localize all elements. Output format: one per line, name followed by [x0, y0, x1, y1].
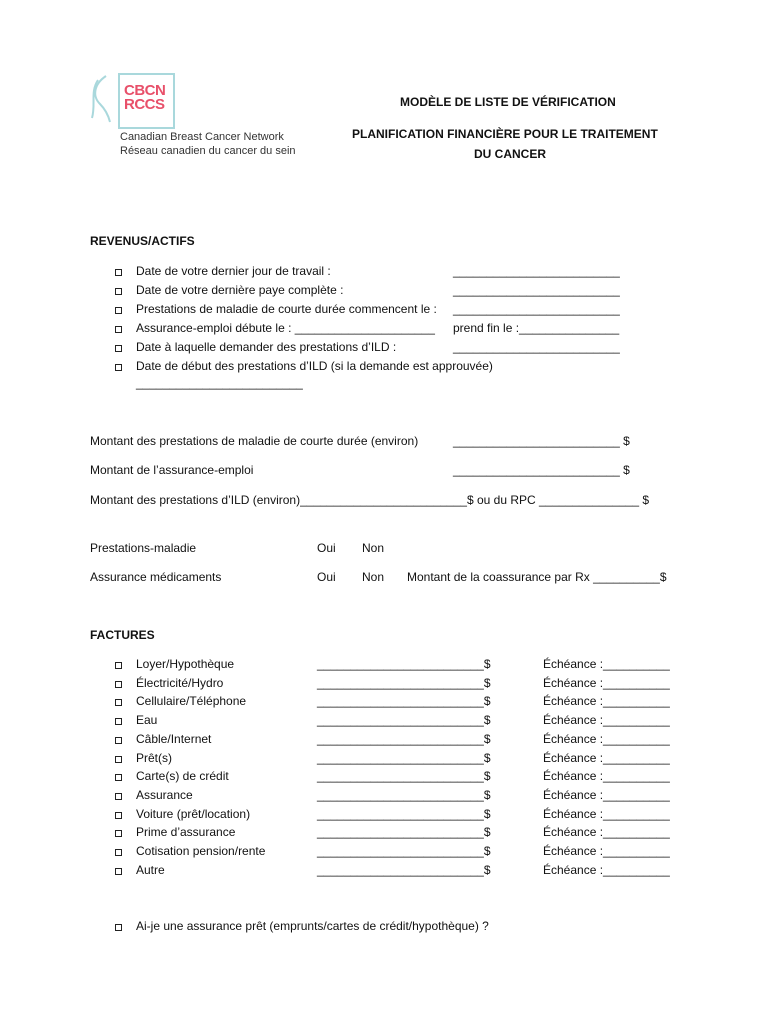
- revenus-item-field[interactable]: _________________________: [453, 283, 620, 297]
- revenus-item-label: Date à laquelle demander des prestations d’ILD :: [136, 340, 397, 354]
- revenus-item-field[interactable]: _________________________: [453, 264, 620, 278]
- logo-abbreviation: CBCN RCCS: [124, 82, 166, 113]
- facture-due-field[interactable]: Échéance :__________: [543, 657, 670, 671]
- assurance-oui-option[interactable]: Oui: [317, 570, 336, 584]
- facture-due-field[interactable]: Échéance :__________: [543, 751, 670, 765]
- revenus-item-label: Assurance-emploi débute le : _____________________: [136, 321, 435, 335]
- revenus-extra-line: _________________________: [136, 376, 303, 390]
- page-subtitle-line1: PLANIFICATION FINANCIÈRE POUR LE TRAITEMENT: [352, 127, 658, 141]
- revenus-checkbox[interactable]: [115, 307, 122, 314]
- question-text: Ai-je une assurance prêt (emprunts/cartes de crédit/hypothèque) ?: [136, 919, 489, 933]
- facture-due-field[interactable]: Échéance :__________: [543, 694, 670, 708]
- facture-checkbox[interactable]: [115, 849, 122, 856]
- facture-item-label: Autre: [136, 863, 165, 877]
- montant-cd-label: Montant des prestations de maladie de courte durée (environ): [90, 434, 419, 448]
- facture-amount-field[interactable]: _________________________$: [317, 844, 491, 858]
- revenus-checkbox[interactable]: [115, 269, 122, 276]
- montant-ae-label: Montant de l’assurance-emploi: [90, 463, 254, 477]
- facture-due-field[interactable]: Échéance :__________: [543, 825, 670, 839]
- montant-ild-row[interactable]: Montant des prestations d’ILD (environ)_________________________$ ou du RPC _______________ $: [90, 493, 650, 507]
- revenus-item-field[interactable]: _________________________: [453, 302, 620, 316]
- facture-amount-field[interactable]: _________________________$: [317, 807, 491, 821]
- facture-amount-field[interactable]: _________________________$: [317, 694, 491, 708]
- question-checkbox[interactable]: [115, 924, 122, 931]
- facture-item-label: Cotisation pension/rente: [136, 844, 266, 858]
- facture-item-label: Loyer/Hypothèque: [136, 657, 235, 671]
- ribbon-icon: [86, 74, 116, 124]
- facture-item-label: Câble/Internet: [136, 732, 212, 746]
- facture-checkbox[interactable]: [115, 699, 122, 706]
- revenus-checkbox[interactable]: [115, 364, 122, 371]
- facture-item-label: Prime d’assurance: [136, 825, 236, 839]
- facture-due-field[interactable]: Échéance :__________: [543, 732, 670, 746]
- revenus-item-field[interactable]: prend fin le :_______________: [453, 321, 620, 335]
- revenus-item-label: Prestations de maladie de courte durée commencent le :: [136, 302, 437, 316]
- facture-amount-field[interactable]: _________________________$: [317, 788, 491, 802]
- prestations-maladie-label: Prestations-maladie: [90, 541, 197, 555]
- facture-item-label: Prêt(s): [136, 751, 172, 765]
- facture-item-label: Assurance: [136, 788, 193, 802]
- page-title: MODÈLE DE LISTE DE VÉRIFICATION: [400, 95, 616, 109]
- facture-checkbox[interactable]: [115, 756, 122, 763]
- prestations-oui-option[interactable]: Oui: [317, 541, 336, 555]
- assurance-medicaments-label: Assurance médicaments: [90, 570, 222, 584]
- facture-due-field[interactable]: Échéance :__________: [543, 863, 670, 877]
- facture-due-field[interactable]: Échéance :__________: [543, 807, 670, 821]
- facture-due-field[interactable]: Échéance :__________: [543, 676, 670, 690]
- facture-checkbox[interactable]: [115, 681, 122, 688]
- assurance-non-option[interactable]: Non: [362, 570, 385, 584]
- montant-ae-field[interactable]: _________________________ $: [453, 463, 630, 477]
- revenus-checkbox[interactable]: [115, 288, 122, 295]
- section-heading-revenus: REVENUS/ACTIFS: [90, 234, 195, 248]
- facture-checkbox[interactable]: [115, 737, 122, 744]
- facture-checkbox[interactable]: [115, 812, 122, 819]
- facture-item-label: Voiture (prêt/location): [136, 807, 251, 821]
- montant-cd-field[interactable]: _________________________ $: [453, 434, 630, 448]
- facture-item-label: Électricité/Hydro: [136, 676, 224, 690]
- revenus-checkbox[interactable]: [115, 345, 122, 352]
- facture-amount-field[interactable]: _________________________$: [317, 769, 491, 783]
- facture-item-label: Cellulaire/Téléphone: [136, 694, 247, 708]
- facture-due-field[interactable]: Échéance :__________: [543, 713, 670, 727]
- facture-checkbox[interactable]: [115, 868, 122, 875]
- facture-checkbox[interactable]: [115, 830, 122, 837]
- facture-due-field[interactable]: Échéance :__________: [543, 788, 670, 802]
- revenus-item-field[interactable]: _________________________: [453, 340, 620, 354]
- facture-due-field[interactable]: Échéance :__________: [543, 769, 670, 783]
- logo-name-fr: Réseau canadien du cancer du sein: [120, 145, 296, 157]
- revenus-item-label: Date de votre dernier jour de travail :: [136, 264, 331, 278]
- facture-amount-field[interactable]: _________________________$: [317, 751, 491, 765]
- page-subtitle-line2: DU CANCER: [474, 147, 546, 161]
- prestations-non-option[interactable]: Non: [362, 541, 385, 555]
- facture-item-label: Eau: [136, 713, 158, 727]
- facture-checkbox[interactable]: [115, 774, 122, 781]
- facture-amount-field[interactable]: _________________________$: [317, 657, 491, 671]
- section-heading-factures: FACTURES: [90, 628, 155, 642]
- facture-checkbox[interactable]: [115, 662, 122, 669]
- facture-due-field[interactable]: Échéance :__________: [543, 844, 670, 858]
- facture-amount-field[interactable]: _________________________$: [317, 713, 491, 727]
- facture-checkbox[interactable]: [115, 718, 122, 725]
- facture-amount-field[interactable]: _________________________$: [317, 676, 491, 690]
- facture-item-label: Carte(s) de crédit: [136, 769, 229, 783]
- facture-checkbox[interactable]: [115, 793, 122, 800]
- facture-amount-field[interactable]: _________________________$: [317, 732, 491, 746]
- revenus-checkbox[interactable]: [115, 326, 122, 333]
- logo-name-en: Canadian Breast Cancer Network: [120, 131, 284, 143]
- facture-amount-field[interactable]: _________________________$: [317, 825, 491, 839]
- facture-amount-field[interactable]: _________________________$: [317, 863, 491, 877]
- revenus-item-label: Date de début des prestations d’ILD (si la demande est approuvée): [136, 359, 493, 373]
- revenus-item-label: Date de votre dernière paye complète :: [136, 283, 344, 297]
- coassurance-field[interactable]: Montant de la coassurance par Rx __________$: [407, 570, 667, 584]
